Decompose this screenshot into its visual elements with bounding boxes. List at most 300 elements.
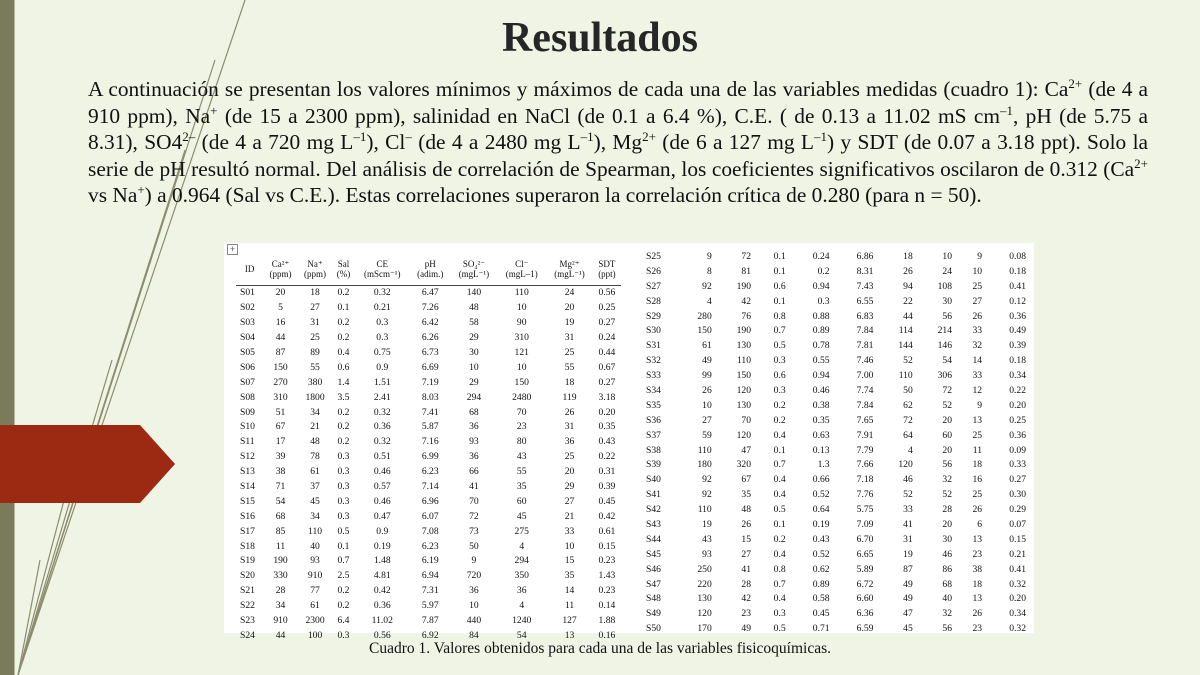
table-cell: 6.72 xyxy=(856,578,874,590)
table-cell: 0.38 xyxy=(812,399,830,411)
table-cell: 144 xyxy=(898,340,913,352)
table-cell: 54 xyxy=(516,629,527,641)
table-cell: 0.39 xyxy=(598,481,616,493)
table-cell: 110 xyxy=(308,525,323,537)
table-row xyxy=(642,577,1032,592)
table-cell: 0.1 xyxy=(773,250,786,262)
table-cell: 11.02 xyxy=(371,615,393,627)
table-cell: 19 xyxy=(903,548,913,560)
table-cell: 50 xyxy=(903,384,913,396)
table-cell: 35 xyxy=(564,570,575,582)
column-header-label: Cl⁻ xyxy=(515,258,529,269)
table-cell: 0.3 xyxy=(817,295,830,307)
sample-id-cell: S34 xyxy=(646,384,661,396)
table-cell: 6.23 xyxy=(421,540,439,552)
table-cell: 34 xyxy=(310,510,320,522)
table-cell: 68 xyxy=(275,510,286,522)
table-cell: 350 xyxy=(514,570,529,582)
table-cell: 0.9 xyxy=(376,525,389,537)
sample-id-cell: S22 xyxy=(240,600,255,612)
table-cell: 72 xyxy=(903,414,913,426)
table-cell: 0.20 xyxy=(598,406,616,418)
table-cell: 3.18 xyxy=(598,391,616,403)
table-cell: 2.5 xyxy=(337,570,350,582)
table-row xyxy=(642,323,1032,338)
table-cell: 0.12 xyxy=(1009,295,1026,307)
table-cell: 7.76 xyxy=(856,489,874,501)
table-cell: 0.45 xyxy=(812,608,830,620)
table-row xyxy=(236,375,621,390)
table-cell: 127 xyxy=(562,615,577,627)
table-cell: 4.81 xyxy=(373,570,391,582)
table-row xyxy=(236,494,621,509)
table-cell: 270 xyxy=(273,376,288,388)
table-cell: 0.32 xyxy=(373,436,391,448)
data-table-left xyxy=(236,254,621,643)
sample-id-cell: S37 xyxy=(646,429,661,441)
table-cell: 30 xyxy=(469,347,479,358)
table-cell: 0.47 xyxy=(373,510,391,522)
table-cell: 7.91 xyxy=(856,429,874,441)
table-cell: 0.30 xyxy=(1009,489,1026,501)
table-cell: 13 xyxy=(972,414,983,426)
table-cell: 6.4 xyxy=(337,615,350,627)
superscript: 2+ xyxy=(1068,75,1083,91)
table-cell: 34 xyxy=(310,406,320,418)
table-cell: 0.32 xyxy=(1009,578,1026,590)
table-cell: 1.4 xyxy=(337,376,350,388)
table-cell: 0.51 xyxy=(373,451,391,463)
text-segment: (de 4 a 720 mg L xyxy=(195,130,354,155)
table-cell: 32 xyxy=(942,474,952,486)
table-cell: 20 xyxy=(564,466,575,478)
sample-id-cell: S32 xyxy=(646,355,661,367)
red-arrow-shape xyxy=(0,425,175,503)
column-header xyxy=(593,254,621,285)
table-cell: 61 xyxy=(310,466,320,478)
table-cell: 31 xyxy=(564,421,575,433)
sample-id-cell: S33 xyxy=(646,370,661,382)
table-cell: 78 xyxy=(310,451,320,463)
table-cell: 61 xyxy=(310,600,320,612)
table-cell: 7.84 xyxy=(856,325,874,337)
table-cell: 190 xyxy=(736,325,751,337)
table-cell: 6.86 xyxy=(856,250,874,262)
superscript: + xyxy=(210,102,218,118)
table-cell: 26 xyxy=(702,384,712,396)
sample-id-cell: S01 xyxy=(240,287,255,299)
table-cell: 15 xyxy=(741,533,751,545)
table-row xyxy=(236,464,621,479)
column-header xyxy=(410,254,451,285)
table-cell: 45 xyxy=(516,510,527,522)
table-cell: 87 xyxy=(275,347,286,358)
table-cell: 8.31 xyxy=(856,265,874,277)
table-cell: 29 xyxy=(469,332,479,344)
table-cell: 25 xyxy=(972,280,983,292)
column-header xyxy=(355,254,410,285)
table-caption: Cuadro 1. Valores obtenidos para cada una de las variables fisicoquímicas. xyxy=(369,640,831,657)
table-cell: 32 xyxy=(942,608,952,620)
results-paragraph xyxy=(88,76,1148,209)
table-cell: 0.63 xyxy=(812,429,830,441)
superscript: –1 xyxy=(353,129,367,145)
table-row xyxy=(236,390,621,405)
sample-id-cell: S24 xyxy=(240,629,255,641)
table-cell: 73 xyxy=(469,525,479,537)
table-cell: 0.3 xyxy=(337,481,350,493)
table-cell: 18 xyxy=(972,459,983,471)
table-cell: 0.2 xyxy=(337,585,350,597)
table-cell: 280 xyxy=(697,310,712,322)
sample-id-cell: S41 xyxy=(646,489,661,501)
table-cell: 0.32 xyxy=(373,287,391,299)
sample-id-cell: S10 xyxy=(240,421,255,433)
table-cell: 0.32 xyxy=(373,406,391,418)
table-cell: 23 xyxy=(516,421,527,433)
table-cell: 0.42 xyxy=(598,510,616,522)
table-cell: 310 xyxy=(514,332,529,344)
column-header-unit: (mgL–1) xyxy=(505,269,538,280)
table-row xyxy=(642,309,1032,324)
sample-id-cell: S40 xyxy=(646,474,661,486)
column-header-unit: (mScm⁻¹) xyxy=(364,269,401,280)
table-cell: 21 xyxy=(310,421,320,433)
table-cell: 20 xyxy=(564,302,575,314)
table-cell: 0.09 xyxy=(1009,444,1026,456)
table-cell: 37 xyxy=(310,481,320,493)
table-cell: 21 xyxy=(564,510,575,522)
table-row xyxy=(236,539,621,554)
table-cell: 7.43 xyxy=(856,280,874,292)
table-cell: 0.71 xyxy=(812,623,830,635)
table-cell: 41 xyxy=(741,563,751,575)
table-cell: 31 xyxy=(564,332,575,344)
table-cell: 9 xyxy=(977,399,983,411)
table-row xyxy=(236,420,621,435)
table-cell: 7.08 xyxy=(421,525,439,537)
table-cell: 6.26 xyxy=(421,332,439,344)
table-header-row xyxy=(236,254,621,285)
column-header-unit: (mgL⁻¹) xyxy=(554,269,585,280)
table-cell: 43 xyxy=(702,533,712,545)
table-cell: 220 xyxy=(697,578,712,590)
column-header-label: Sal xyxy=(337,258,350,269)
column-header xyxy=(497,254,546,285)
table-cell: 306 xyxy=(937,370,952,382)
table-cell: 33 xyxy=(972,370,983,382)
table-cell: 0.2 xyxy=(817,265,830,277)
table-cell: 10 xyxy=(942,250,952,262)
table-row xyxy=(236,568,621,583)
column-header-label: pH xyxy=(424,258,436,269)
table-cell: 0.3 xyxy=(773,384,786,396)
table-cell: 54 xyxy=(275,495,286,507)
table-cell: 20 xyxy=(942,414,952,426)
table-cell: 0.31 xyxy=(598,466,616,478)
table-cell: 54 xyxy=(942,355,952,367)
table-cell: 7.65 xyxy=(856,414,874,426)
sample-id-cell: S15 xyxy=(240,495,255,507)
table-cell: 36 xyxy=(469,421,479,433)
table-cell: 6.47 xyxy=(421,287,439,299)
table-cell: 0.4 xyxy=(773,489,786,501)
table-cell: 0.35 xyxy=(598,421,616,433)
table-row xyxy=(236,300,621,315)
table-row xyxy=(236,434,621,449)
superscript: – xyxy=(405,129,412,145)
column-header-label: Ca²⁺ xyxy=(271,258,290,269)
table-cell: 0.14 xyxy=(598,600,616,612)
table-cell: 0.5 xyxy=(773,504,786,516)
table-cell: 0.19 xyxy=(373,540,391,552)
table-cell: 0.3 xyxy=(337,495,350,507)
table-cell: 0.44 xyxy=(598,347,616,358)
table-row xyxy=(236,449,621,464)
table-cell: 2.41 xyxy=(373,391,391,403)
table-cell: 0.5 xyxy=(337,525,350,537)
table-cell: 6.69 xyxy=(421,361,439,373)
sample-id-cell: S27 xyxy=(646,280,661,292)
table-row xyxy=(236,330,621,345)
table-cell: 44 xyxy=(275,332,286,344)
table-row xyxy=(236,360,621,375)
sample-id-cell: S26 xyxy=(646,265,661,277)
table-cell: 2480 xyxy=(512,391,532,403)
table-cell: 18 xyxy=(310,287,320,299)
table-cell: 52 xyxy=(903,355,913,367)
table-cell: 0.88 xyxy=(812,310,830,322)
table-cell: 20 xyxy=(942,518,952,530)
table-cell: 70 xyxy=(741,414,751,426)
sample-id-cell: S29 xyxy=(646,310,661,322)
table-cell: 11 xyxy=(972,444,983,456)
table-cell: 64 xyxy=(903,429,913,441)
table-cell: 4 xyxy=(519,600,525,612)
table-row xyxy=(236,583,621,598)
table-cell: 0.36 xyxy=(1009,429,1026,441)
table-cell: 89 xyxy=(310,347,320,358)
table-cell: 0.6 xyxy=(773,280,786,292)
table-cell: 7.00 xyxy=(856,370,874,382)
table-row xyxy=(642,606,1032,621)
table-cell: 6.65 xyxy=(856,548,874,560)
table-cell: 0.27 xyxy=(1009,474,1026,486)
table-cell: 84 xyxy=(469,629,479,641)
superscript: 2+ xyxy=(642,129,656,145)
table-cell: 110 xyxy=(898,370,913,382)
table-cell: 0.46 xyxy=(812,384,830,396)
table-cell: 6.59 xyxy=(856,623,874,635)
sample-id-cell: S07 xyxy=(240,376,255,388)
table-cell: 26 xyxy=(972,504,983,516)
table-cell: 92 xyxy=(702,280,712,292)
table-cell: 150 xyxy=(697,325,712,337)
table-row xyxy=(642,621,1032,636)
table-cell: 52 xyxy=(903,489,913,501)
text-segment: vs Na xyxy=(88,183,138,208)
table-cell: 15 xyxy=(564,555,575,567)
table-cell: 6.73 xyxy=(421,347,439,358)
table-cell: 5.97 xyxy=(421,600,439,612)
table-cell: 7.18 xyxy=(856,474,874,486)
table-cell: 0.07 xyxy=(1009,518,1026,530)
table-cell: 43 xyxy=(516,451,527,463)
table-cell: 120 xyxy=(898,459,913,471)
table-cell: 11 xyxy=(275,540,286,552)
table-cell: 7.74 xyxy=(856,384,874,396)
table-cell: 0.2 xyxy=(337,600,350,612)
column-header-label: Na⁺ xyxy=(307,258,323,269)
table-cell: 0.4 xyxy=(773,548,786,560)
table-cell: 28 xyxy=(275,585,286,597)
table-cell: 0.2 xyxy=(773,399,786,411)
table-cell: 85 xyxy=(275,525,286,537)
table-cell: 119 xyxy=(562,391,577,403)
table-cell: 55 xyxy=(564,361,575,373)
column-header-unit: (ppm) xyxy=(304,269,327,280)
table-cell: 0.3 xyxy=(773,608,786,620)
table-row xyxy=(642,398,1032,413)
table-cell: 0.64 xyxy=(812,504,830,516)
table-cell: 42 xyxy=(741,295,751,307)
sample-id-cell: S12 xyxy=(240,451,255,463)
table-cell: 0.2 xyxy=(773,533,786,545)
sample-id-cell: S06 xyxy=(240,361,255,373)
table-cell: 48 xyxy=(469,302,479,314)
table-cell: 67 xyxy=(275,421,286,433)
table-cell: 0.2 xyxy=(337,287,350,299)
table-cell: 1.48 xyxy=(373,555,391,567)
table-cell: 60 xyxy=(516,495,527,507)
table-cell: 16 xyxy=(275,317,286,329)
table-cell: 294 xyxy=(466,391,482,403)
table-cell: 23 xyxy=(972,623,983,635)
table-cell: 5.87 xyxy=(421,421,439,433)
text-segment: , pH (de 5.75 a 8.31), SO4 xyxy=(88,103,1148,155)
sample-id-cell: S13 xyxy=(240,466,255,478)
table-cell: 0.6 xyxy=(773,370,786,382)
sample-id-cell: S17 xyxy=(240,525,255,537)
table-cell: 310 xyxy=(273,391,288,403)
sample-id-cell: S09 xyxy=(240,406,255,418)
table-cell: 90 xyxy=(516,317,527,329)
table-cell: 5.89 xyxy=(856,563,874,575)
table-cell: 19 xyxy=(564,317,575,329)
table-cell: 70 xyxy=(516,406,527,418)
table-cell: 1240 xyxy=(512,615,532,627)
sample-id-cell: S04 xyxy=(240,332,255,344)
table-cell: 1.3 xyxy=(817,459,830,471)
column-header-label: SDT xyxy=(598,258,616,269)
table-cell: 30 xyxy=(942,295,952,307)
table-cell: 146 xyxy=(937,340,952,352)
superscript: + xyxy=(137,182,145,198)
table-cell: 114 xyxy=(898,325,913,337)
table-cell: 8 xyxy=(706,265,712,277)
table-cell: 0.89 xyxy=(812,325,830,337)
table-cell: 18 xyxy=(564,376,575,388)
text-segment: (de 4 a 910 ppm), Na xyxy=(88,77,1149,128)
table-cell: 0.6 xyxy=(337,361,350,373)
table-cell: 0.8 xyxy=(773,310,786,322)
table-cell: 52 xyxy=(942,399,952,411)
data-table-right xyxy=(642,249,1032,636)
table-cell: 130 xyxy=(697,593,712,605)
table-cell: 0.1 xyxy=(337,540,350,552)
table-cell: 110 xyxy=(697,504,712,516)
table-cell: 44 xyxy=(903,310,913,322)
table-cell: 6.70 xyxy=(856,533,874,545)
table-cell: 108 xyxy=(937,280,952,292)
table-cell: 9 xyxy=(471,555,477,567)
column-header-unit: (ppm) xyxy=(269,269,292,280)
table-cell: 22 xyxy=(903,295,913,307)
table-cell: 0.32 xyxy=(1009,623,1026,635)
table-cell: 140 xyxy=(466,287,482,299)
table-cell: 20 xyxy=(275,287,286,299)
table-cell: 0.23 xyxy=(598,555,616,567)
table-cell: 0.36 xyxy=(373,421,391,433)
table-cell: 13 xyxy=(972,533,983,545)
table-cell: 56 xyxy=(942,623,952,635)
column-header xyxy=(332,254,354,285)
table-row xyxy=(236,598,621,613)
table-cell: 66 xyxy=(469,466,479,478)
table-cell: 0.20 xyxy=(1009,399,1026,411)
table-cell: 6.55 xyxy=(856,295,874,307)
table-cell: 93 xyxy=(702,548,712,560)
sample-id-cell: S19 xyxy=(240,555,255,567)
table-cell: 80 xyxy=(516,436,527,448)
text-segment: A continuación se presentan los valores mínimos y máximos de cada una de las variables medidas (cuadro 1): Ca xyxy=(88,77,1069,101)
table-cell: 9 xyxy=(706,250,712,262)
table-cell: 36 xyxy=(469,585,479,597)
table-row xyxy=(236,554,621,569)
text-segment: (de 6 a 127 mg L xyxy=(655,130,814,155)
text-segment: (de 15 a 2300 ppm), salinidad en NaCl (de 0.1 a 6.4 %), C.E. ( de 0.13 a 11.02 mS cm xyxy=(217,103,1000,128)
table-cell: 93 xyxy=(310,555,320,567)
table-cell: 7.26 xyxy=(421,302,439,314)
table-cell: 0.19 xyxy=(812,518,830,530)
table-cell: 0.7 xyxy=(773,325,786,337)
table-cell: 150 xyxy=(736,370,751,382)
table-cell: 58 xyxy=(469,317,479,329)
table-cell: 47 xyxy=(903,608,913,620)
table-cell: 25 xyxy=(564,347,575,358)
table-cell: 0.2 xyxy=(773,414,786,426)
table-cell: 7.31 xyxy=(421,585,439,597)
table-cell: 0.78 xyxy=(812,340,830,352)
table-row xyxy=(642,368,1032,383)
table-cell: 0.21 xyxy=(373,302,391,314)
table-cell: 39 xyxy=(275,451,286,463)
table-cell: 49 xyxy=(903,593,913,605)
table-row xyxy=(236,285,621,300)
table-cell: 440 xyxy=(466,615,482,627)
table-cell: 0.3 xyxy=(337,510,350,522)
table-cell: 110 xyxy=(736,355,751,367)
table-cell: 48 xyxy=(741,504,751,516)
table-cell: 28 xyxy=(741,578,751,590)
table-cell: 7.19 xyxy=(421,376,439,388)
table-cell: 52 xyxy=(942,489,952,501)
table-row xyxy=(642,547,1032,562)
table-cell: 0.21 xyxy=(1009,548,1026,560)
table-row xyxy=(642,383,1032,398)
sample-id-cell: S44 xyxy=(646,533,661,545)
table-cell: 910 xyxy=(307,570,323,582)
